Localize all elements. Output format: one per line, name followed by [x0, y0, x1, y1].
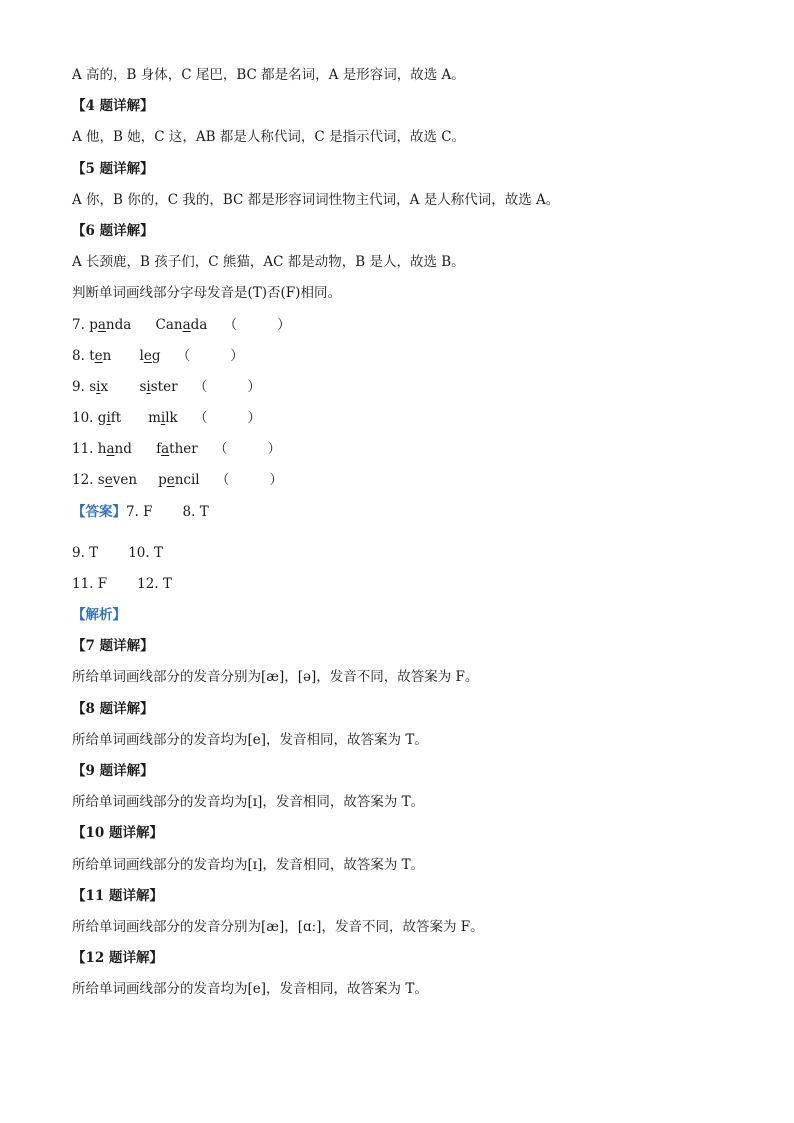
answer-row — [72, 573, 732, 604]
question-number: 8. — [72, 347, 85, 364]
analysis-section — [72, 635, 732, 1009]
answer-row — [72, 501, 732, 542]
answer-blank: （ ） — [214, 441, 281, 458]
question-number: 9. — [72, 378, 85, 395]
text-line: 所给单词画线部分的发音分别为[æ]，[ə]，发音不同，故答案为 F。 — [72, 669, 479, 686]
section-heading: 【11 题详解】 — [72, 887, 163, 904]
text-line: A 高的，B 身体，C 尾巴，BC 都是名词，A 是形容词，故选 A。 — [72, 67, 465, 83]
text-line: A 长颈鹿，B 孩子们，C 熊猫，AC 都是动物，B 是人，故选 B。 — [72, 254, 465, 271]
question-list — [72, 314, 732, 501]
text-line: 所给单词画线部分的发音均为[ɪ]，发音相同，故答案为 T。 — [72, 856, 425, 873]
word-1: panda — [89, 316, 132, 333]
answer-blank: （ ） — [215, 472, 283, 489]
question-item — [72, 469, 732, 500]
document-page — [72, 64, 732, 1009]
intro-section — [72, 64, 732, 314]
section-heading: 【5 题详解】 — [72, 160, 154, 177]
text-line: A 你，B 你的，C 我的，BC 都是形容词词性物主代词，A 是人称代词，故选 A。 — [72, 191, 560, 208]
answer-item: 9. T — [72, 544, 99, 561]
answer-item: 11. F — [72, 575, 108, 592]
text-line: 所给单词画线部分的发音分别为[æ]，[ɑː]，发音不同，故答案为 F。 — [72, 918, 484, 935]
text-line: 所给单词画线部分的发音均为[ɪ]，发音相同，故答案为 T。 — [72, 794, 425, 811]
answer-label: 【答案】 — [72, 503, 126, 520]
word-2: sister — [139, 378, 178, 395]
question-item — [72, 407, 732, 438]
question-item — [72, 345, 732, 376]
word-1: ten — [89, 347, 112, 364]
instruction-line: 判断单词画线部分字母发音是(T)否(F)相同。 — [72, 285, 341, 302]
question-number: 11. — [72, 441, 94, 458]
word-2: milk — [148, 410, 178, 427]
section-heading: 【10 题详解】 — [72, 825, 163, 842]
section-heading: 【7 题详解】 — [72, 638, 154, 655]
question-number: 7. — [72, 316, 85, 333]
answer-blank: （ ） — [194, 410, 262, 427]
word-2: leg — [139, 347, 161, 364]
word-2: father — [156, 441, 198, 458]
question-item — [72, 376, 732, 407]
answer-blank: （ ） — [223, 316, 291, 333]
section-heading: 【12 题详解】 — [72, 950, 163, 967]
answer-item: 10. T — [128, 544, 163, 561]
answer-item: 8. T — [182, 503, 209, 520]
answer-item: 12. T — [137, 575, 172, 592]
word-1: six — [89, 378, 109, 395]
question-item — [72, 438, 732, 469]
question-item — [72, 314, 732, 345]
question-number: 10. — [72, 410, 94, 427]
section-heading: 【8 题详解】 — [72, 700, 154, 717]
answer-blank: （ ） — [176, 347, 244, 364]
word-1: gift — [97, 410, 122, 427]
section-heading: 【9 题详解】 — [72, 762, 154, 779]
text-line: 所给单词画线部分的发音均为[e]，发音相同，故答案为 T。 — [72, 731, 428, 748]
question-number: 12. — [72, 472, 94, 489]
text-line: 所给单词画线部分的发音均为[e]，发音相同，故答案为 T。 — [72, 981, 428, 998]
word-1: hand — [97, 441, 132, 458]
word-1: seven — [97, 472, 138, 489]
word-2: Canada — [155, 316, 208, 333]
answer-blank: （ ） — [193, 378, 261, 395]
answer-item: 7. F — [126, 503, 153, 520]
word-2: pencil — [158, 472, 200, 489]
answer-row — [72, 542, 732, 573]
text-line: A 他，B 她，C 这，AB 都是人称代词，C 是指示代词，故选 C。 — [72, 129, 466, 146]
analysis-label: 【解析】 — [72, 607, 126, 623]
section-heading: 【6 题详解】 — [72, 222, 154, 239]
section-heading: 【4 题详解】 — [72, 98, 154, 115]
answer-section — [72, 501, 732, 636]
